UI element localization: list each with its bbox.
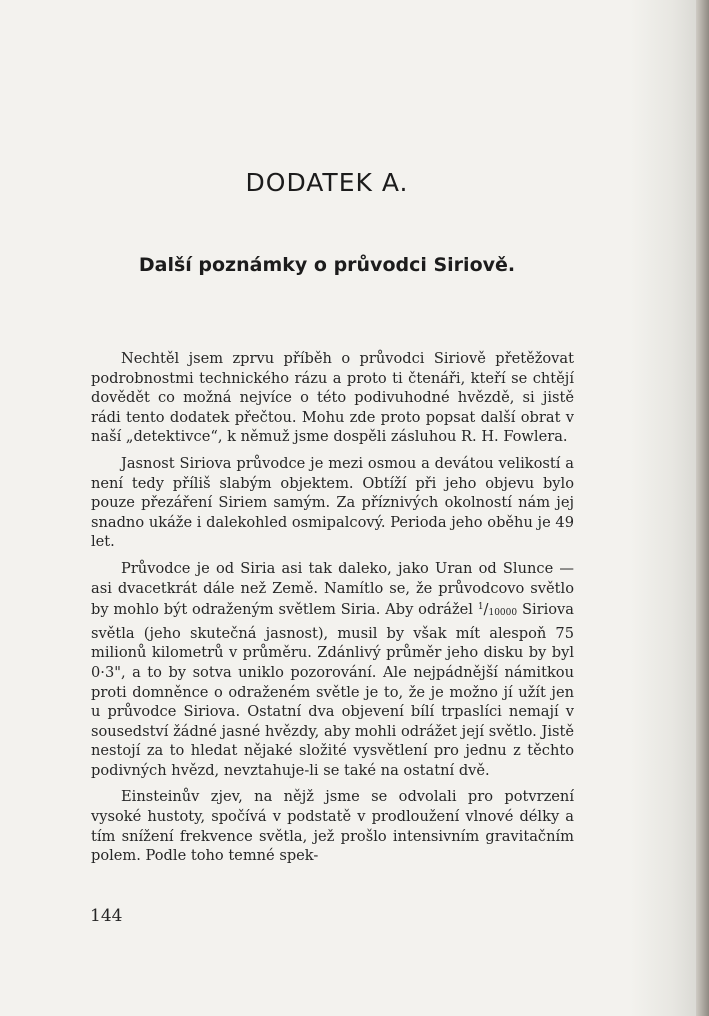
appendix-subheading: Další poznámky o průvodci Siriově. xyxy=(138,254,516,276)
fraction-denominator: 10000 xyxy=(488,608,518,619)
decimal-digit: 3 xyxy=(104,663,115,681)
page-edge-shadow xyxy=(630,0,700,1016)
fraction-numerator: 1 xyxy=(477,602,484,613)
page-number: 144 xyxy=(90,906,123,926)
paragraph-3-part-b: Siriova světla (jeho skutečná jasnost), musil by však mít alespoň 75 milionů kilometrů v průměru. Zdánlivý průměr jeho disku by byl 0 xyxy=(91,601,574,681)
paragraph-1: Nechtěl jsem zprvu příběh o průvodci Siriově přetěžovat podrobnostmi technického rázu a proto ti čtenáři, kteří se chtějí dovědět co možná nejvíce o této podivuhodné hvězdě, si jistě rádi tento dodatek přečtou. Mohu zde proto popsat další obrat v naší „detektivce“, k němuž jsme dospěli zásluhou R. H. Fowlera. xyxy=(91,350,574,446)
book-binding xyxy=(696,0,709,1016)
paragraph-3-part-a: Průvodce je od Siria asi tak daleko, jako Uran od Slunce — asi dvacetkrát dále než Země. Namítlo se, že průvodcovo světlo by mohlo být odraženým světlem Siria. Aby odrážel xyxy=(91,559,574,619)
paragraph-3-part-c: ", a to by sotva uniklo pozorování. Ale nejpádnější námitkou proti domněnce o odraženém světle je to, že je možno jí užít jen u průvodce Siriova. Ostatní dva objevení bílí trpaslíci nemají v sousedství žádné jasné hvězdy, aby mohli odrážet její světlo. Jistě nestojí za to hledat nějaké složité vysvětlení pro jednu z těchto podivných hvězd, nevztahuje-li se také na ostatní dvě. xyxy=(91,663,574,779)
paragraph-4: Einsteinův zjev, na nějž jsme se odvolali pro potvrzení vysoké hustoty, spočívá v podstatě v prodloužení vlnové délky a tím snížení frekvence světla, jež prošlo intensivním gravitačním polem. Podle toho temné spek- xyxy=(91,788,574,865)
appendix-heading: DODATEK A. xyxy=(245,168,409,197)
paragraph-2: Jasnost Siriova průvodce je mezi osmou a devátou velikostí a není tedy příliš slabým objektem. Obtíží při jeho objevu bylo pouze přezáření Siriem samým. Za příznivých okolností nám jej snadno ukáže i dalekohled osmipalcový. Perioda jeho oběhu je 49 let. xyxy=(91,454,574,551)
body-text xyxy=(91,349,574,873)
paragraph-3: Průvodce je od Siria asi tak daleko, jako Uran od Slunce — asi dvacetkrát dále než Země. Namítlo se, že průvodcovo světlo by mohlo být odraženým světlem Siria. Aby odrážel $^1$/10000 Siriova světla (jeho skutečná jasnost), musil by však mít alespoň 75 milionů kilometrů v průměru. Zdánlivý průměr jeho disku by byl 0·3", a to by sotva uniklo pozorování. Ale nejpádnější námitkou proti domněnce o odraženém světle je to, že je možno jí užít jen u průvodce Siriova. Ostatní dva objevení bílí trpaslíci nemají v sousedství žádné jasné hvězdy, aby mohli odrážet její světlo. Jistě nestojí za to hledat nějaké složité vysvětlení pro jednu z těchto podivných hvězd, nevztahuje-li se také na ostatní dvě. xyxy=(91,559,574,779)
